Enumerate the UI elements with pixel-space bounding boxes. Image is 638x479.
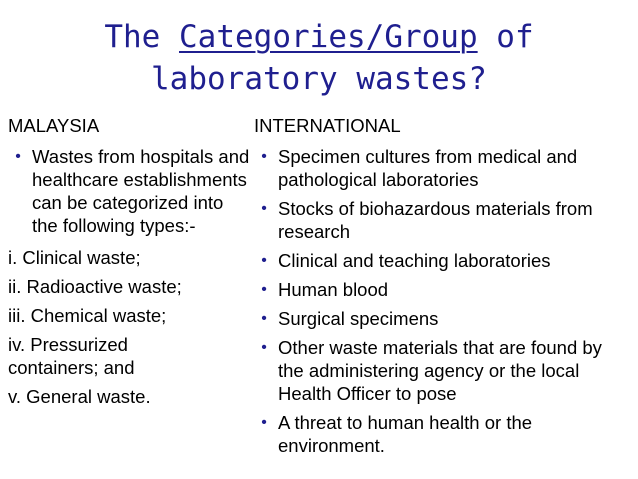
bullet-icon: • [261, 252, 267, 269]
malaysia-type-1: i. Clinical waste; [8, 247, 141, 268]
title-underlined-term: Categories/Group [179, 19, 478, 55]
international-item-text: Surgical specimens [278, 308, 439, 329]
international-item-7 [254, 411, 608, 457]
bullet-icon: • [261, 281, 267, 298]
malaysia-type-2: ii. Radioactive waste; [8, 276, 182, 297]
international-column [254, 114, 634, 463]
malaysia-heading: MALAYSIA [8, 115, 100, 136]
title-prefix: The [104, 19, 180, 55]
international-item-text: Human blood [278, 279, 389, 300]
malaysia-column [8, 114, 250, 414]
malaysia-intro-text: Wastes from hospitals and healthcare establishments can be categorized into the following types:- [32, 146, 250, 236]
malaysia-type-3: iii. Chemical waste; [8, 305, 167, 326]
international-item-4 [254, 278, 634, 301]
international-item-1 [254, 145, 608, 191]
bullet-icon: • [261, 414, 267, 431]
international-item-5 [254, 307, 634, 330]
international-heading: INTERNATIONAL [254, 115, 401, 136]
international-item-text: Clinical and teaching laboratories [278, 250, 551, 271]
international-item-6 [254, 336, 623, 405]
malaysia-type-5: v. General waste. [8, 386, 151, 407]
bullet-icon: • [15, 148, 21, 165]
international-item-text: Stocks of biohazardous materials from research [278, 198, 593, 242]
title-line-1 [0, 16, 638, 58]
malaysia-intro [8, 145, 250, 237]
bullet-icon: • [261, 200, 267, 217]
international-item-2 [254, 197, 608, 243]
international-item-text: Other waste materials that are found by the administering agency or the local Health Officer to pose [278, 337, 602, 404]
slide-title [0, 16, 638, 100]
bullet-icon: • [261, 148, 267, 165]
title-suffix: of [477, 19, 534, 55]
international-item-text: Specimen cultures from medical and pathological laboratories [278, 146, 578, 190]
international-item-text: A threat to human health or the environment. [278, 412, 533, 456]
malaysia-type-4: iv. Pressurized containers; and [8, 334, 135, 378]
international-item-3 [254, 249, 634, 272]
bullet-icon: • [261, 310, 267, 327]
title-line-2: laboratory wastes? [151, 61, 487, 97]
bullet-icon: • [261, 339, 267, 356]
